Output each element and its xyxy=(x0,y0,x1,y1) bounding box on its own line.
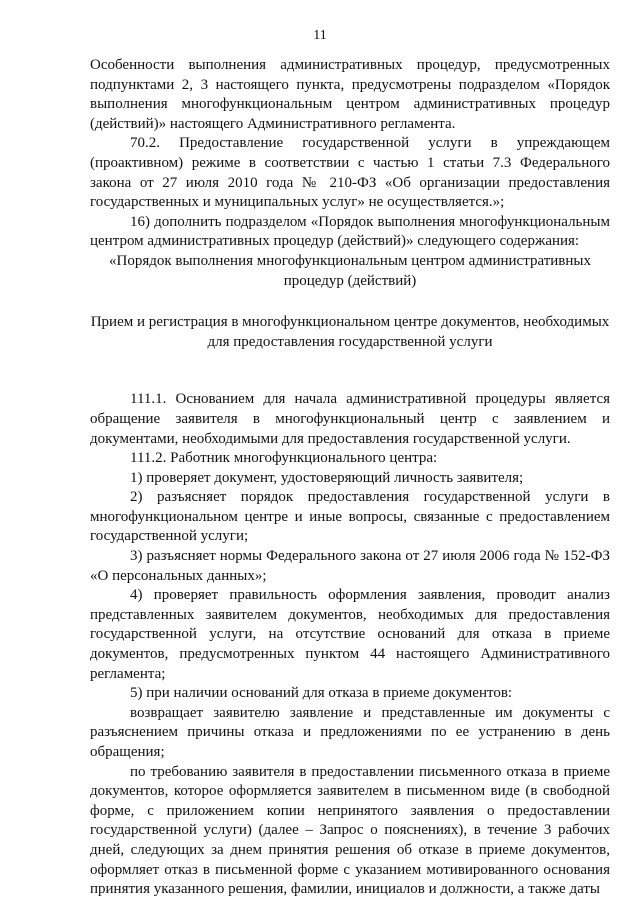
page-number: 11 xyxy=(313,28,327,43)
list-item: 5) при наличии оснований для отказа в приеме документов: xyxy=(130,685,513,702)
paragraph: 70.2. Предоставление государственной услуги в упреждающем (проактивном) режиме в соответствии с частью 1 статьи 7.3 Федерального закона от 27 июля 2010 года № 210-ФЗ «Об организации предоставления государственных и муниципальных услуг» не осуществляется.»; xyxy=(90,135,610,211)
list-item: 4) проверяет правильность оформления заявления, проводит анализ представленных заявителем документов, необходимых для предоставления государственной услуги, на отсутствие оснований для отказа в приеме документов, предусмотренных пунктом 44 настоящего Административного регламента; xyxy=(90,587,610,682)
section-title: «Порядок выполнения многофункциональным центром административных процедур (действий) xyxy=(109,252,591,289)
document-body xyxy=(90,56,610,900)
list-item: возвращает заявителю заявление и представленные им документы с разъяснением причины отказа и предложениями по ее устранению в день обращения; xyxy=(90,704,610,760)
list-item: по требованию заявителя в предоставлении письменного отказа в приеме документов, которое оформляется заявителем в письменном виде (в свободной форме, с приложением копии непринятого заявления о предоставлении государственной услуги) (далее – Запрос о пояснениях), в течение 3 рабочих дней, следующих за днем принятия решения об отказе в приеме документов, оформляет отказ в письменной форме с указанием мотивированного основания принятия указанного решения, фамилии, инициалов и должности, а также даты xyxy=(90,763,610,898)
subsection-title: Прием и регистрация в многофункциональном центре документов, необходимых для предоставления государственной услуги xyxy=(90,314,610,350)
list-item: 3) разъясняет нормы Федерального закона от 27 июля 2006 года № 152-ФЗ «О персональных данных»; xyxy=(90,548,610,584)
list-item: 2) разъясняет порядок предоставления государственной услуги в многофункциональном центре и иные вопросы, связанные с предоставлением государственной услуги; xyxy=(90,489,610,545)
list-item: 1) проверяет документ, удостоверяющий личность заявителя; xyxy=(130,469,524,486)
paragraph: 16) дополнить подразделом «Порядок выполнения многофункциональным центром административных процедур (действий)» следующего содержания: xyxy=(90,213,610,250)
paragraph: Особенности выполнения административных процедур, предусмотренных подпунктами 2, 3 настоящего пункта, предусмотрены подразделом «Порядок выполнения многофункциональным центром административных процедур (действий)» настоящего Административного регламента. xyxy=(90,57,610,132)
list-item: 111.1. Основанием для начала административной процедуры является обращение заявителя в многофункциональный центр с заявлением и документами, необходимыми для предоставления государственной услуги. xyxy=(90,391,610,447)
list-item: 111.2. Работник многофункционального центра: xyxy=(130,450,438,467)
